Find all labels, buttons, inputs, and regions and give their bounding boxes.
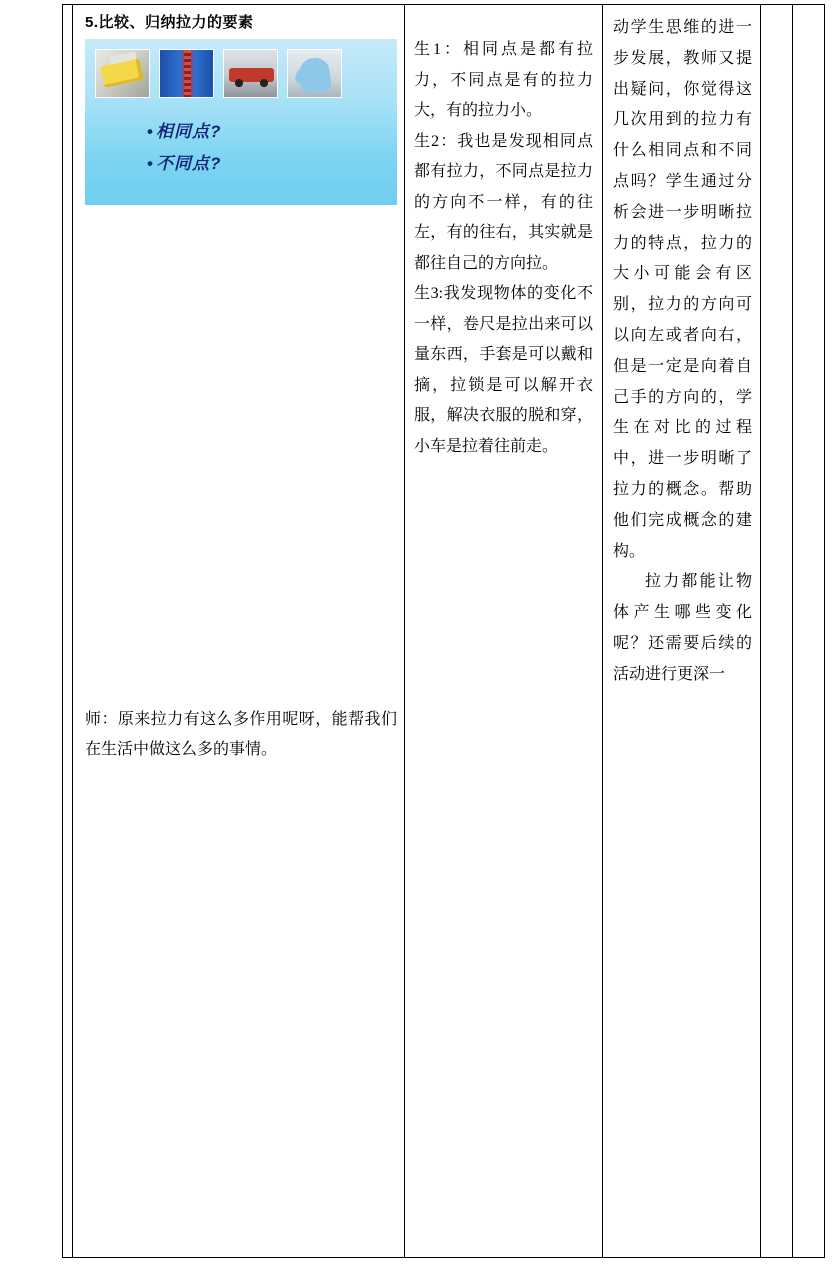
slide-text-lines	[85, 116, 397, 180]
toy-car-photo	[223, 49, 278, 98]
teacher-note-block	[85, 705, 397, 765]
student-response-3: 生3:我发现物体的变化不一样，卷尺是拉出来可以量东西，手套是可以戴和摘，拉锁是可以解开衣服，解决衣服的脱和穿，小车是拉着往前走。	[414, 285, 593, 455]
cell-teaching-process	[73, 5, 405, 1258]
slide-line-label: 相同点?	[155, 122, 222, 141]
cell-design-intent	[603, 5, 761, 1258]
glove-photo	[287, 49, 342, 98]
bullet-icon: •	[147, 154, 154, 173]
section-title: 5.比较、归纳拉力的要素	[85, 14, 254, 31]
bullet-icon: •	[147, 122, 154, 141]
lesson-plan-table	[62, 4, 825, 1258]
slide-line-same-point	[147, 116, 397, 148]
document-page	[0, 4, 835, 1267]
cell-spacer-2	[793, 5, 825, 1258]
table-row	[63, 5, 825, 1258]
design-intent-paragraph-2: 拉力都能让物体产生哪些变化呢？还需要后续的活动进行更深一	[613, 573, 752, 683]
tape-measure-photo	[95, 49, 150, 98]
design-intent-paragraph-1: 动学生思维的进一步发展，教师又提出疑问，你觉得这几次用到的拉力有什么相同点和不同点吗？学生通过分析会进一步明晰拉力的特点，拉力的大小可能会有区别，拉力的方向可以向左或者向右，但是一定是向着自己手的方向的，学生在对比的过程中，进一步明晰了拉力的概念。帮助他们完成概念的建构。	[613, 19, 752, 560]
cell-student-responses	[405, 5, 603, 1258]
teacher-note-text: 师：原来拉力有这么多作用呢呀，能帮我们在生活中做这么多的事情。	[85, 711, 397, 758]
slide-thumbnail-row	[85, 39, 397, 98]
student-response-2: 生2：我也是发现相同点都有拉力，不同点是拉力的方向不一样，有的往左，有的往右，其实就是都往自己的方向拉。	[414, 132, 593, 272]
student-response-1: 生1：相同点是都有拉力，不同点是有的拉力大，有的拉力小。	[414, 41, 593, 119]
slide-image	[85, 39, 397, 205]
zipper-photo	[159, 49, 214, 98]
slide-line-label: 不同点?	[155, 154, 222, 173]
cell-left-margin	[63, 5, 73, 1258]
cell-spacer-1	[761, 5, 793, 1258]
slide-line-different-point	[147, 148, 397, 180]
